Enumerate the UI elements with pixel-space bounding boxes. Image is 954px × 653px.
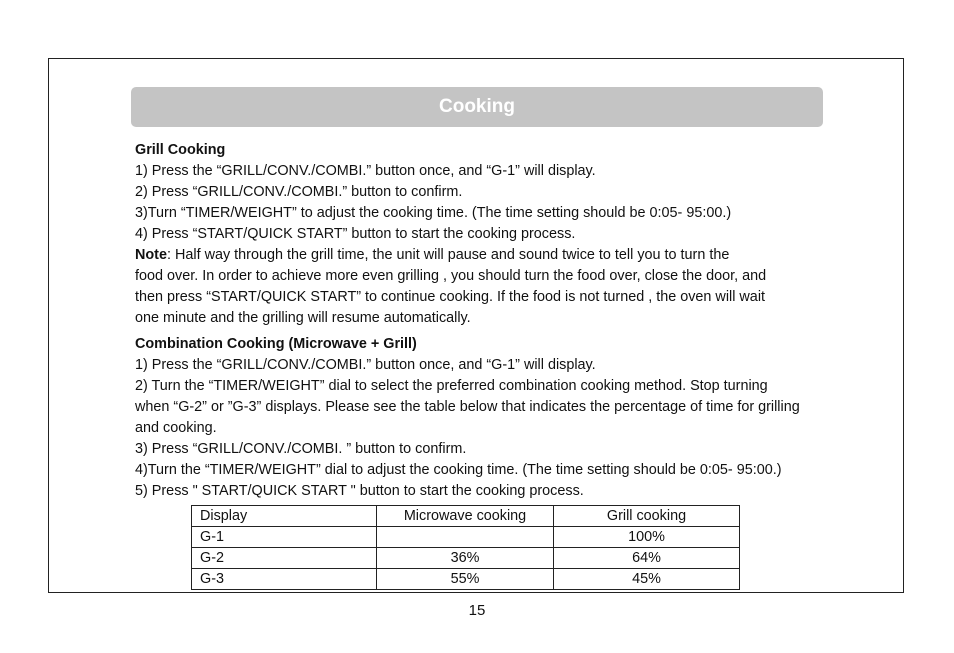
- note-label: Note: [135, 247, 167, 263]
- table-cell: 100%: [554, 527, 740, 548]
- table-cell: G-1: [192, 527, 377, 548]
- instructions-body: [135, 140, 885, 502]
- table-row: [192, 569, 740, 590]
- grill-heading: Grill Cooking: [135, 142, 226, 158]
- table-cell: 55%: [377, 569, 554, 590]
- table-cell: 64%: [554, 548, 740, 569]
- combo-line: 4)Turn the “TIMER/WEIGHT” dial to adjust the cooking time. (The time setting should be 0:05- 95:00.): [135, 462, 782, 478]
- table-header-cell: Grill cooking: [554, 506, 740, 527]
- grill-step: 1) Press the “GRILL/CONV./COMBI.” button once, and “G-1” will display.: [135, 163, 596, 179]
- combo-line: 5) Press " START/QUICK START " button to start the cooking process.: [135, 483, 584, 499]
- combination-table: [191, 505, 740, 590]
- grill-step: 3)Turn “TIMER/WEIGHT” to adjust the cooking time. (The time setting should be 0:05- 95:00.): [135, 205, 732, 221]
- table-header-cell: Display: [192, 506, 377, 527]
- table-cell: G-3: [192, 569, 377, 590]
- table-row: [192, 548, 740, 569]
- table-cell: 45%: [554, 569, 740, 590]
- note-line: food over. In order to achieve more even grilling , you should turn the food over, close the door, and: [135, 268, 767, 284]
- table-cell: [377, 527, 554, 548]
- grill-step: 2) Press “GRILL/CONV./COMBI.” button to confirm.: [135, 184, 463, 200]
- section-banner: [131, 87, 823, 127]
- note-line: then press “START/QUICK START” to continue cooking. If the food is not turned , the oven will wait: [135, 289, 766, 305]
- combo-line: 2) Turn the “TIMER/WEIGHT” dial to select the preferred combination cooking method. Stop turning: [135, 378, 768, 394]
- combo-line: 1) Press the “GRILL/CONV./COMBI.” button once, and “G-1” will display.: [135, 357, 596, 373]
- table-header-row: [192, 506, 740, 527]
- combo-line: when “G-2” or ”G-3” displays. Please see the table below that indicates the percentage of time for grilling: [135, 399, 800, 415]
- banner-title: Cooking: [439, 96, 515, 117]
- grill-step: 4) Press “START/QUICK START” button to start the cooking process.: [135, 226, 576, 242]
- combo-line: 3) Press “GRILL/CONV./COMBI. ” button to confirm.: [135, 441, 467, 457]
- note-line: one minute and the grilling will resume automatically.: [135, 310, 471, 326]
- table-cell: G-2: [192, 548, 377, 569]
- combo-line: and cooking.: [135, 420, 217, 436]
- page-number: 15: [468, 602, 486, 619]
- note-text: : Half way through the grill time, the unit will pause and sound twice to tell you to turn the: [166, 247, 730, 263]
- table-cell: 36%: [377, 548, 554, 569]
- combo-heading: Combination Cooking (Microwave + Grill): [135, 336, 417, 352]
- table-row: [192, 527, 740, 548]
- note-line: [135, 245, 885, 266]
- table-header-cell: Microwave cooking: [377, 506, 554, 527]
